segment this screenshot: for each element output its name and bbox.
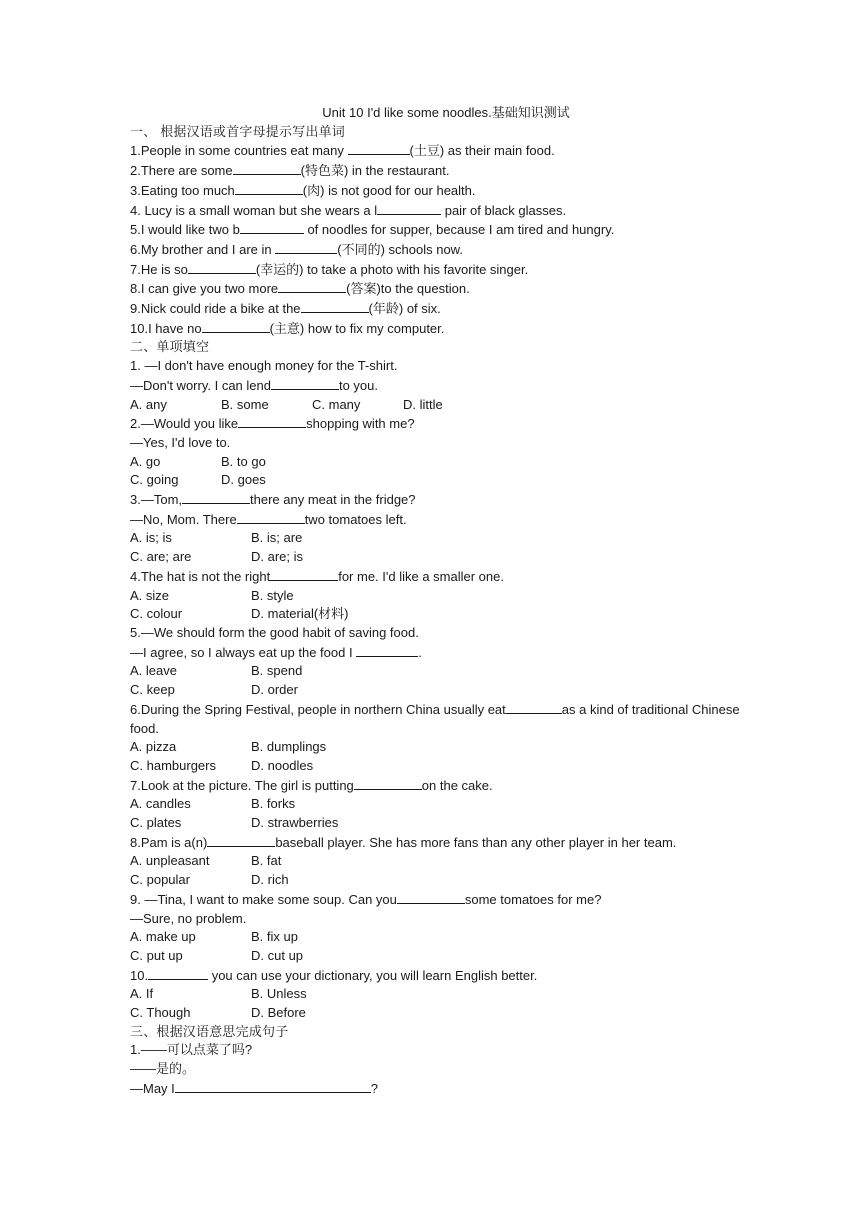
option-b[interactable]: B. Unless (251, 986, 307, 1002)
option-d[interactable]: D. order (251, 682, 298, 698)
worksheet-page (130, 104, 740, 1099)
answer-blank[interactable] (235, 181, 303, 195)
s2-question-2: 2.—Would you like shopping with me? (130, 416, 415, 432)
option-a[interactable]: A. size (130, 587, 170, 603)
s2-q6-options-row-2 (130, 757, 740, 776)
answer-blank[interactable] (356, 643, 418, 657)
answer-blank[interactable] (354, 776, 422, 790)
s2-question-7: 7.Look at the picture. The girl is putting on the cake. (130, 777, 493, 793)
s2-q8-options-row-2 (130, 871, 740, 890)
s2-question-3: 3.—Tom, there any meat in the fridge? (130, 492, 416, 508)
option-d[interactable]: D. Before (251, 1005, 306, 1021)
option-b[interactable]: B. fat (251, 853, 282, 869)
s3-question-1-answer: —May I ? (130, 1080, 379, 1096)
s2-question-9: 9. —Tina, I want to make some soup. Can you some tomatoes for me? (130, 891, 602, 907)
option-c[interactable]: C. popular (130, 872, 190, 888)
answer-blank[interactable] (506, 700, 562, 714)
s2-question-1-reply: —Don't worry. I can lend to you. (130, 377, 378, 393)
s2-question-2-reply: —Yes, I'd love to. (130, 434, 231, 450)
s2-q2-options-row-2 (130, 471, 740, 490)
s1-question-9: 9.Nick could ride a bike at the (年龄) of six. (130, 301, 441, 317)
answer-blank[interactable] (148, 966, 208, 980)
s2-q9-options-row-2 (130, 947, 740, 966)
s2-q9-options-row-1 (130, 928, 740, 947)
option-c[interactable]: C. many (312, 396, 361, 412)
s2-q7-options-row-1 (130, 795, 740, 814)
s3-question-1-reply: ——是的。 (130, 1061, 196, 1077)
answer-blank[interactable] (202, 319, 270, 333)
page-title: Unit 10 I'd like some noodles.基础知识测试 (322, 105, 570, 120)
answer-blank[interactable] (301, 299, 369, 313)
answer-blank[interactable] (275, 240, 337, 254)
s2-q1-options (130, 396, 740, 415)
s2-question-5-reply: —I agree, so I always eat up the food I . (130, 644, 422, 660)
s2-q4-options-row-2 (130, 605, 740, 624)
answer-blank[interactable] (238, 414, 306, 428)
option-c[interactable]: C. put up (130, 947, 183, 963)
answer-blank[interactable] (397, 890, 465, 904)
s2-question-9-reply: —Sure, no problem. (130, 910, 247, 926)
answer-blank[interactable] (270, 567, 338, 581)
option-d[interactable]: D. goes (221, 472, 266, 488)
answer-blank[interactable] (377, 201, 441, 215)
s2-q10-options-row-1 (130, 985, 740, 1004)
section-1-heading: 一、 根据汉语或首字母提示写出单词 (130, 123, 346, 139)
option-c[interactable]: C. colour (130, 606, 183, 622)
s1-question-10: 10.I have no (主意) how to fix my computer. (130, 320, 445, 336)
s1-question-4: 4. Lucy is a small woman but she wears a l pair of black glasses. (130, 202, 567, 218)
option-b[interactable]: B. forks (251, 796, 296, 812)
option-a[interactable]: A. If (130, 986, 154, 1002)
option-a[interactable]: A. any (130, 396, 167, 412)
s2-question-8: 8.Pam is a(n) baseball player. She has more fans than any other player in her team. (130, 834, 677, 850)
answer-blank[interactable] (175, 1079, 371, 1093)
option-d[interactable]: D. rich (251, 872, 289, 888)
s2-question-6: 6.During the Spring Festival, people in northern China usually eat as a kind of traditional Chinese food. (130, 701, 740, 736)
option-b[interactable]: B. is; are (251, 530, 303, 546)
section-3-heading: 三、根据汉语意思完成句子 (130, 1023, 289, 1039)
s2-question-3-reply: —No, Mom. There two tomatoes left. (130, 511, 407, 527)
option-b[interactable]: B. some (221, 396, 269, 412)
option-a[interactable]: A. go (130, 453, 161, 469)
answer-blank[interactable] (207, 833, 275, 847)
s2-q5-options-row-1 (130, 662, 740, 681)
s1-question-7: 7.He is so (幸运的) to take a photo with his favorite singer. (130, 261, 529, 277)
s2-question-10: 10. you can use your dictionary, you will learn English better. (130, 967, 538, 983)
s2-question-1: 1. —I don't have enough money for the T-shirt. (130, 358, 398, 374)
option-b[interactable]: B. to go (221, 453, 266, 469)
s2-q10-options-row-2 (130, 1004, 740, 1023)
s2-q5-options-row-2 (130, 681, 740, 700)
option-c[interactable]: C. are; are (130, 549, 192, 565)
s2-question-4: 4.The hat is not the right for me. I'd like a smaller one. (130, 568, 504, 584)
answer-blank[interactable] (182, 490, 250, 504)
option-c[interactable]: C. hamburgers (130, 757, 216, 773)
s2-q3-options-row-1 (130, 529, 740, 548)
option-c[interactable]: C. keep (130, 682, 175, 698)
s1-question-6: 6.My brother and I are in (不同的) schools now. (130, 241, 463, 257)
s2-q3-options-row-2 (130, 548, 740, 567)
option-c[interactable]: C. Though (130, 1005, 191, 1021)
option-d[interactable]: D. are; is (251, 549, 304, 565)
answer-blank[interactable] (240, 220, 304, 234)
option-d[interactable]: D. strawberries (251, 815, 339, 831)
option-a[interactable]: A. pizza (130, 739, 177, 755)
option-d[interactable]: D. noodles (251, 757, 314, 773)
option-b[interactable]: B. fix up (251, 929, 298, 945)
section-2-heading: 二、单项填空 (130, 339, 210, 355)
s2-question-5: 5.—We should form the good habit of saving food. (130, 624, 419, 640)
s2-q8-options-row-1 (130, 852, 740, 871)
option-a[interactable]: A. make up (130, 929, 196, 945)
answer-blank[interactable] (278, 279, 346, 293)
answer-blank[interactable] (237, 510, 305, 524)
option-a[interactable]: A. is; is (130, 530, 172, 546)
option-c[interactable]: C. going (130, 472, 179, 488)
answer-blank[interactable] (188, 260, 256, 274)
option-a[interactable]: A. unpleasant (130, 853, 210, 869)
answer-blank[interactable] (348, 141, 410, 155)
answer-blank[interactable] (271, 376, 339, 390)
answer-blank[interactable] (233, 161, 301, 175)
s2-q6-options-row-1 (130, 738, 740, 757)
option-b[interactable]: B. style (251, 587, 294, 603)
option-d[interactable]: D. cut up (251, 947, 304, 963)
option-b[interactable]: B. spend (251, 663, 303, 679)
option-b[interactable]: B. dumplings (251, 739, 327, 755)
s3-question-1: 1.——可以点菜了吗? (130, 1042, 253, 1058)
s1-question-3: 3.Eating too much (肉) is not good for our health. (130, 182, 476, 198)
option-d[interactable]: D. material(材料) (251, 606, 349, 622)
s2-q2-options-row-1 (130, 453, 740, 472)
s1-question-5: 5.I would like two b of noodles for supper, because I am tired and hungry. (130, 222, 615, 238)
option-c[interactable]: C. plates (130, 815, 182, 831)
s1-question-1: 1.People in some countries eat many (土豆) as their main food. (130, 143, 555, 159)
option-a[interactable]: A. candles (130, 796, 191, 812)
s1-question-2: 2.There are some (特色菜) in the restaurant. (130, 163, 450, 179)
s1-question-8: 8.I can give you two more (答案)to the question. (130, 281, 470, 297)
option-d[interactable]: D. little (403, 396, 443, 412)
s2-q4-options-row-1 (130, 587, 740, 606)
s2-q7-options-row-2 (130, 814, 740, 833)
option-a[interactable]: A. leave (130, 663, 177, 679)
